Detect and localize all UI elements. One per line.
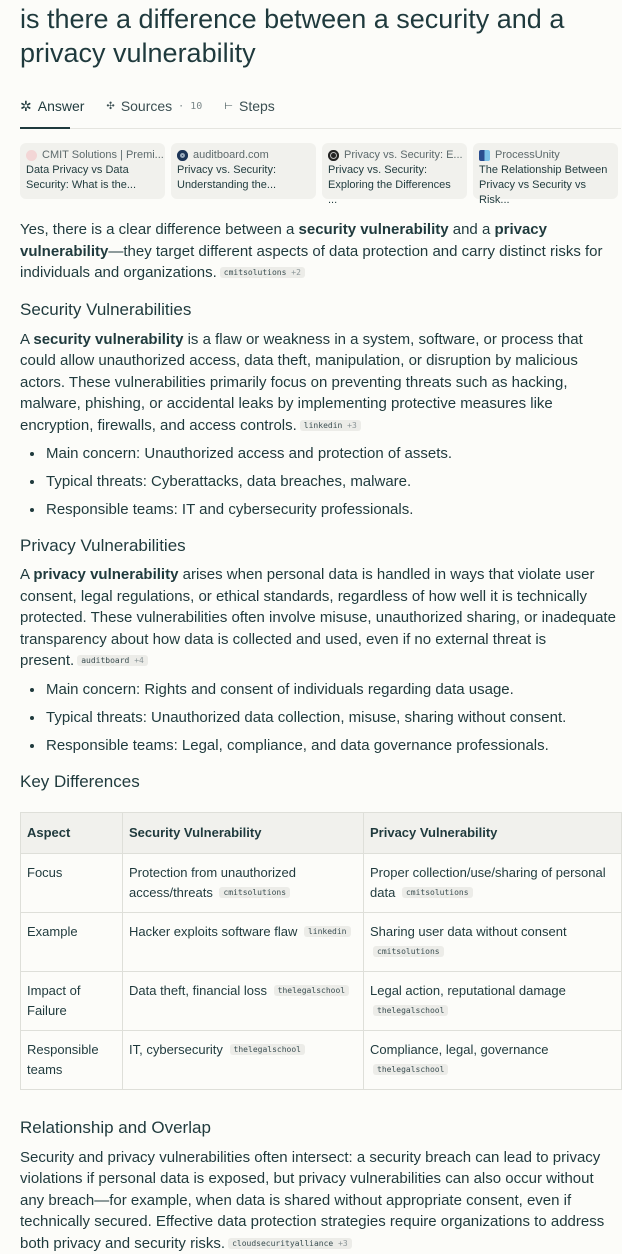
citation-badge[interactable]: thelegalschool [373,1005,448,1016]
table-header-row [21,812,622,853]
cmit-favicon-icon [26,150,37,161]
cell-text: Data theft, financial loss [129,983,267,998]
source-cards [20,143,621,199]
citation-badge[interactable]: linkedin [304,926,351,937]
list-item: Main concern: Rights and consent of individuals regarding data usage. [28,676,621,704]
citation-badge[interactable]: thelegalschool [274,985,349,996]
list-item: Typical threats: Unauthorized data collection, misuse, sharing without consent. [28,704,621,732]
table-cell [364,912,622,971]
citation-badge[interactable]: linkedin +3 [300,420,361,431]
source-card[interactable] [322,143,467,199]
cell-text: Protection from unauthorized access/threats [129,865,296,900]
tab-answer[interactable] [20,98,84,115]
tab-sources[interactable]: ✣ Sources · 10 [106,98,202,114]
source-title: The Relationship Between Privacy vs Security vs Risk... [479,163,612,208]
processunity-favicon-icon [479,150,490,161]
citation-badge[interactable]: cmitsolutions [219,887,290,898]
cell-text: Responsible teams [27,1042,99,1077]
list-item: Responsible teams: Legal, compliance, and data governance professionals. [28,732,621,760]
citation-badge[interactable]: auditboard +4 [77,655,148,666]
source-card[interactable] [171,143,316,199]
cell-text: Example [27,924,78,939]
tab-label: Sources [121,98,172,114]
source-title: Data Privacy vs Data Security: What is the... [26,163,159,193]
tab-label: Steps [239,98,275,114]
site-favicon-icon [328,150,339,161]
cell-text: Focus [27,865,62,880]
citation-badge[interactable]: cmitsolutions [402,887,473,898]
sources-icon: ✣ [106,101,114,112]
differences-table [20,812,622,1090]
source-card[interactable] [473,143,618,199]
source-site: ProcessUnity [495,149,560,161]
security-list [20,440,621,524]
section-heading: Security Vulnerabilities [20,298,621,322]
table-cell [21,912,123,971]
cell-text: Sharing user data without consent [370,924,567,939]
privacy-paragraph: A privacy vulnerability arises when personal data is handled in ways that violate user consent, legal regulations, or ethical standards, regardless of how well it is technically protected. These vulnerabilities often involve misuse, unauthorized sharing, or inadequate transparency about how data is collected and used, even if no external threat is present. auditboard +4 [20,564,620,672]
security-paragraph: A security vulnerability is a flaw or weakness in a system, software, or process that could allow unauthorized access, data theft, manipulation, or disruption by malicious actors. These vulnerabilities primarily focus on preventing threats such as hacking, malware, phishing, or accidental leaks by implementing protective measures like encryption, firewalls, and access controls. linkedin +3 [20,329,620,437]
table-cell [123,912,364,971]
overlap-paragraph: Security and privacy vulnerabilities often intersect: a security breach can lead to privacy violations if personal data is exposed, but privacy vulnerabilities can also occur without any breach—for example, when data is shared without appropriate consent, even if technically secured. Effective data protection strategies require organizations to address both privacy and security risks. cloudsecurityalliance +3 [20,1147,620,1254]
citation-badge[interactable]: thelegalschool [230,1044,305,1055]
list-item: Responsible teams: IT and cybersecurity professionals. [28,496,621,524]
section-heading: Privacy Vulnerabilities [20,534,621,558]
section-heading: Relationship and Overlap [20,1116,621,1140]
cell-text: Impact of Failure [27,983,80,1018]
citation-badge[interactable]: cmitsolutions [373,946,444,957]
column-header: Aspect [21,812,123,853]
source-card[interactable] [20,143,165,199]
answer-icon: ✲ [20,98,32,115]
steps-icon: ⊢ [224,101,233,112]
table-cell [364,853,622,912]
tab-steps[interactable] [224,98,275,114]
privacy-list [20,676,621,760]
column-header: Security Vulnerability [123,812,364,853]
table-cell [364,1030,622,1089]
table-cell [21,853,123,912]
table-cell [364,971,622,1030]
table-row [21,1030,622,1089]
table-cell [21,1030,123,1089]
source-title: Privacy vs. Security: Exploring the Differences ... [328,163,461,208]
list-item: Typical threats: Cyberattacks, data breaches, malware. [28,468,621,496]
table-row [21,853,622,912]
source-site: auditboard.com [193,149,269,161]
table-cell [123,853,364,912]
tab-label: Answer [38,98,85,114]
source-title: Privacy vs. Security: Understanding the... [177,163,310,193]
table-cell [123,1030,364,1089]
list-item: Main concern: Unauthorized access and protection of assets. [28,440,621,468]
cell-text: Legal action, reputational damage [370,983,566,998]
table-cell [123,971,364,1030]
citation-badge[interactable]: thelegalschool [373,1064,448,1075]
auditboard-favicon-icon [177,150,188,161]
page-title: is there a difference between a security and a privacy vulnerability [20,0,620,70]
column-header: Privacy Vulnerability [364,812,622,853]
table-cell [21,971,123,1030]
cell-text: IT, cybersecurity [129,1042,223,1057]
table-row [21,971,622,1030]
cell-text: Compliance, legal, governance [370,1042,549,1057]
citation-badge[interactable]: cloudsecurityalliance +3 [228,1238,352,1249]
source-site: CMIT Solutions | Premi... [42,149,164,161]
tab-bar [20,92,621,129]
section-heading: Key Differences [20,770,621,794]
citation-badge[interactable]: cmitsolutions +2 [220,267,305,278]
intro-paragraph: Yes, there is a clear difference between a security vulnerability and a privacy vulnerability—they target different aspects of data protection and carry distinct risks for individuals and organizations. cmitsolutions +2 [20,219,620,284]
cell-text: Hacker exploits software flaw [129,924,297,939]
source-site: Privacy vs. Security: E... [344,149,463,161]
sources-count: 10 [190,101,202,112]
table-row [21,912,622,971]
cell-text: Proper collection/use/sharing of personal data [370,865,606,900]
